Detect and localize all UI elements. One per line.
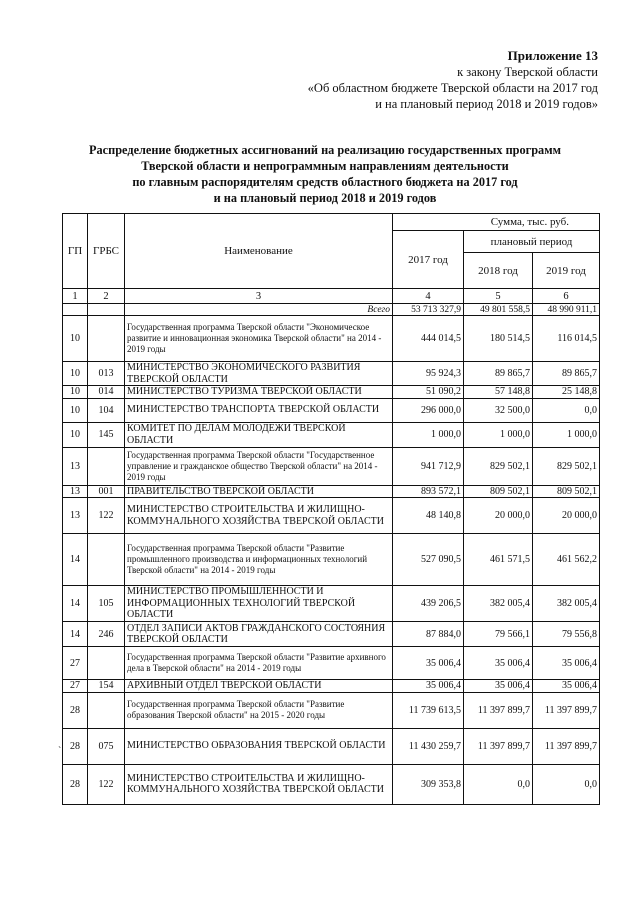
appendix-line-1: к закону Тверской области <box>457 65 598 79</box>
row-value-2019: 89 865,7 <box>533 362 600 386</box>
table-row <box>63 586 600 622</box>
row-value-2019: 461 562,2 <box>533 534 600 586</box>
row-value-2017: 95 924,3 <box>393 362 464 386</box>
column-number-row <box>63 289 600 304</box>
row-grbs <box>88 316 125 362</box>
row-value-2018: 11 397 899,7 <box>464 692 533 728</box>
row-value-2017: 48 140,8 <box>393 498 464 534</box>
row-value-2017: 51 090,2 <box>393 386 464 399</box>
col-number: 2 <box>88 289 125 304</box>
header-gp: ГП <box>63 214 88 289</box>
row-name: ПРАВИТЕЛЬСТВО ТВЕРСКОЙ ОБЛАСТИ <box>125 485 393 498</box>
total-2019: 48 990 911,1 <box>533 304 600 316</box>
row-value-2017: 1 000,0 <box>393 422 464 447</box>
row-gp: 10 <box>63 386 88 399</box>
row-grbs: 001 <box>88 485 125 498</box>
row-value-2018: 0,0 <box>464 764 533 804</box>
table-row <box>63 362 600 386</box>
row-value-2017: 11 739 613,5 <box>393 692 464 728</box>
row-name: Государственная программа Тверской области "Государственное управление и гражданское общество Тверской области" на 2014 - 2019 годы <box>125 447 393 485</box>
row-name: МИНИСТЕРСТВО ЭКОНОМИЧЕСКОГО РАЗВИТИЯ ТВЕРСКОЙ ОБЛАСТИ <box>125 362 393 386</box>
row-value-2018: 57 148,8 <box>464 386 533 399</box>
row-value-2018: 35 006,4 <box>464 647 533 680</box>
row-grbs: 013 <box>88 362 125 386</box>
col-number: 5 <box>464 289 533 304</box>
row-name: ОТДЕЛ ЗАПИСИ АКТОВ ГРАЖДАНСКОГО СОСТОЯНИЯ ТВЕРСКОЙ ОБЛАСТИ <box>125 622 393 647</box>
row-gp: 14 <box>63 586 88 622</box>
row-grbs <box>88 447 125 485</box>
table-row <box>63 498 600 534</box>
row-value-2019: 1 000,0 <box>533 422 600 447</box>
row-value-2017: 309 353,8 <box>393 764 464 804</box>
row-value-2019: 809 502,1 <box>533 485 600 498</box>
row-grbs: 014 <box>88 386 125 399</box>
row-grbs <box>88 647 125 680</box>
row-gp: 14 <box>63 622 88 647</box>
row-value-2019: 35 006,4 <box>533 647 600 680</box>
header-2018: 2018 год <box>464 253 533 289</box>
appendix-header <box>308 48 598 112</box>
row-value-2019: 116 014,5 <box>533 316 600 362</box>
budget-table <box>62 213 600 805</box>
row-gp: 10 <box>63 398 88 422</box>
row-name: МИНИСТЕРСТВО СТРОИТЕЛЬСТВА И ЖИЛИЩНО-КОММУНАЛЬНОГО ХОЗЯЙСТВА ТВЕРСКОЙ ОБЛАСТИ <box>125 498 393 534</box>
row-value-2017: 35 006,4 <box>393 647 464 680</box>
row-value-2018: 79 566,1 <box>464 622 533 647</box>
row-gp: 28 <box>63 692 88 728</box>
col-number: 4 <box>393 289 464 304</box>
row-grbs: 104 <box>88 398 125 422</box>
row-gp: 13 <box>63 447 88 485</box>
row-value-2018: 1 000,0 <box>464 422 533 447</box>
row-value-2017: 439 206,5 <box>393 586 464 622</box>
table-body <box>63 316 600 805</box>
row-name: Государственная программа Тверской области "Развитие архивного дела в Тверской области" на 2014 - 2019 годы <box>125 647 393 680</box>
row-gp: 13 <box>63 498 88 534</box>
row-value-2017: 527 090,5 <box>393 534 464 586</box>
row-value-2019: 25 148,8 <box>533 386 600 399</box>
row-gp: 10 <box>63 362 88 386</box>
table-row <box>63 692 600 728</box>
table-row <box>63 622 600 647</box>
row-value-2017: 11 430 259,7 <box>393 728 464 764</box>
document-title-line-3: по главным распорядителям средств областного бюджета на 2017 год <box>132 175 518 189</box>
total-2017: 53 713 327,9 <box>393 304 464 316</box>
row-gp: 27 <box>63 680 88 693</box>
row-value-2017: 296 000,0 <box>393 398 464 422</box>
appendix-title: Приложение 13 <box>507 48 598 63</box>
row-grbs <box>88 534 125 586</box>
row-value-2018: 461 571,5 <box>464 534 533 586</box>
row-value-2019: 11 397 899,7 <box>533 728 600 764</box>
appendix-line-3: и на плановый период 2018 и 2019 годов» <box>375 97 598 111</box>
row-value-2018: 32 500,0 <box>464 398 533 422</box>
table-row <box>63 386 600 399</box>
row-value-2019: 35 006,4 <box>533 680 600 693</box>
table-row <box>63 485 600 498</box>
header-planned: плановый период <box>464 231 600 253</box>
row-value-2017: 941 712,9 <box>393 447 464 485</box>
row-value-2018: 89 865,7 <box>464 362 533 386</box>
row-value-2018: 11 397 899,7 <box>464 728 533 764</box>
row-gp: 10 <box>63 422 88 447</box>
scan-mark: ` <box>58 746 62 757</box>
row-name: МИНИСТЕРСТВО ТРАНСПОРТА ТВЕРСКОЙ ОБЛАСТИ <box>125 398 393 422</box>
row-name: МИНИСТЕРСТВО СТРОИТЕЛЬСТВА И ЖИЛИЩНО-КОММУНАЛЬНОГО ХОЗЯЙСТВА ТВЕРСКОЙ ОБЛАСТИ <box>125 764 393 804</box>
document-title-line-1: Распределение бюджетных ассигнований на реализацию государственных программ <box>89 143 561 157</box>
row-gp: 14 <box>63 534 88 586</box>
row-value-2019: 0,0 <box>533 398 600 422</box>
header-sum: Сумма, тыс. руб. <box>393 214 600 231</box>
table-row <box>63 398 600 422</box>
header-2017: 2017 год <box>393 231 464 289</box>
appendix-line-2: «Об областном бюджете Тверской области на 2017 год <box>307 81 598 95</box>
row-grbs <box>88 692 125 728</box>
row-value-2017: 893 572,1 <box>393 485 464 498</box>
document-title <box>60 142 590 206</box>
row-name: КОМИТЕТ ПО ДЕЛАМ МОЛОДЕЖИ ТВЕРСКОЙ ОБЛАСТИ <box>125 422 393 447</box>
total-2018: 49 801 558,5 <box>464 304 533 316</box>
row-value-2018: 809 502,1 <box>464 485 533 498</box>
table-row <box>63 764 600 804</box>
document-title-line-4: и на плановый период 2018 и 2019 годов <box>213 191 437 205</box>
table-row <box>63 422 600 447</box>
row-gp: 27 <box>63 647 88 680</box>
header-2019: 2019 год <box>533 253 600 289</box>
row-grbs: 105 <box>88 586 125 622</box>
row-name: Государственная программа Тверской области "Развитие образования Тверской области" на 2015 - 2020 годы <box>125 692 393 728</box>
table-row <box>63 534 600 586</box>
row-grbs: 075 <box>88 728 125 764</box>
table-row <box>63 447 600 485</box>
header-name: Наименование <box>125 214 393 289</box>
row-name: Государственная программа Тверской области "Экономическое развитие и инновационная экономика Тверской области" на 2014 - 2019 годы <box>125 316 393 362</box>
row-value-2019: 382 005,4 <box>533 586 600 622</box>
document-title-line-2: Тверской области и непрограммным направлениям деятельности <box>141 159 509 173</box>
table-row <box>63 680 600 693</box>
col-number: 6 <box>533 289 600 304</box>
total-row <box>63 304 600 316</box>
row-gp: 13 <box>63 485 88 498</box>
row-value-2017: 444 014,5 <box>393 316 464 362</box>
row-gp: 28 <box>63 764 88 804</box>
row-grbs: 122 <box>88 764 125 804</box>
row-name: МИНИСТЕРСТВО ПРОМЫШЛЕННОСТИ И ИНФОРМАЦИОННЫХ ТЕХНОЛОГИЙ ТВЕРСКОЙ ОБЛАСТИ <box>125 586 393 622</box>
row-value-2019: 0,0 <box>533 764 600 804</box>
table-row <box>63 728 600 764</box>
row-grbs: 122 <box>88 498 125 534</box>
row-gp: 10 <box>63 316 88 362</box>
row-name: МИНИСТЕРСТВО ОБРАЗОВАНИЯ ТВЕРСКОЙ ОБЛАСТИ <box>125 728 393 764</box>
row-value-2017: 87 884,0 <box>393 622 464 647</box>
table-row <box>63 316 600 362</box>
col-number: 1 <box>63 289 88 304</box>
row-value-2019: 829 502,1 <box>533 447 600 485</box>
total-label: Всего <box>125 304 393 316</box>
row-name: Государственная программа Тверской области "Развитие промышленного производства и информационных технологий Тверской области" на 2014 - 2019 годы <box>125 534 393 586</box>
header-grbs: ГРБС <box>88 214 125 289</box>
row-grbs: 154 <box>88 680 125 693</box>
row-value-2018: 382 005,4 <box>464 586 533 622</box>
row-value-2019: 11 397 899,7 <box>533 692 600 728</box>
row-value-2019: 79 556,8 <box>533 622 600 647</box>
row-grbs: 246 <box>88 622 125 647</box>
row-gp: 28 <box>63 728 88 764</box>
row-value-2018: 829 502,1 <box>464 447 533 485</box>
row-value-2018: 180 514,5 <box>464 316 533 362</box>
row-value-2018: 35 006,4 <box>464 680 533 693</box>
row-value-2019: 20 000,0 <box>533 498 600 534</box>
table-row <box>63 647 600 680</box>
row-value-2017: 35 006,4 <box>393 680 464 693</box>
col-number: 3 <box>125 289 393 304</box>
row-grbs: 145 <box>88 422 125 447</box>
row-value-2018: 20 000,0 <box>464 498 533 534</box>
row-name: МИНИСТЕРСТВО ТУРИЗМА ТВЕРСКОЙ ОБЛАСТИ <box>125 386 393 399</box>
row-name: АРХИВНЫЙ ОТДЕЛ ТВЕРСКОЙ ОБЛАСТИ <box>125 680 393 693</box>
